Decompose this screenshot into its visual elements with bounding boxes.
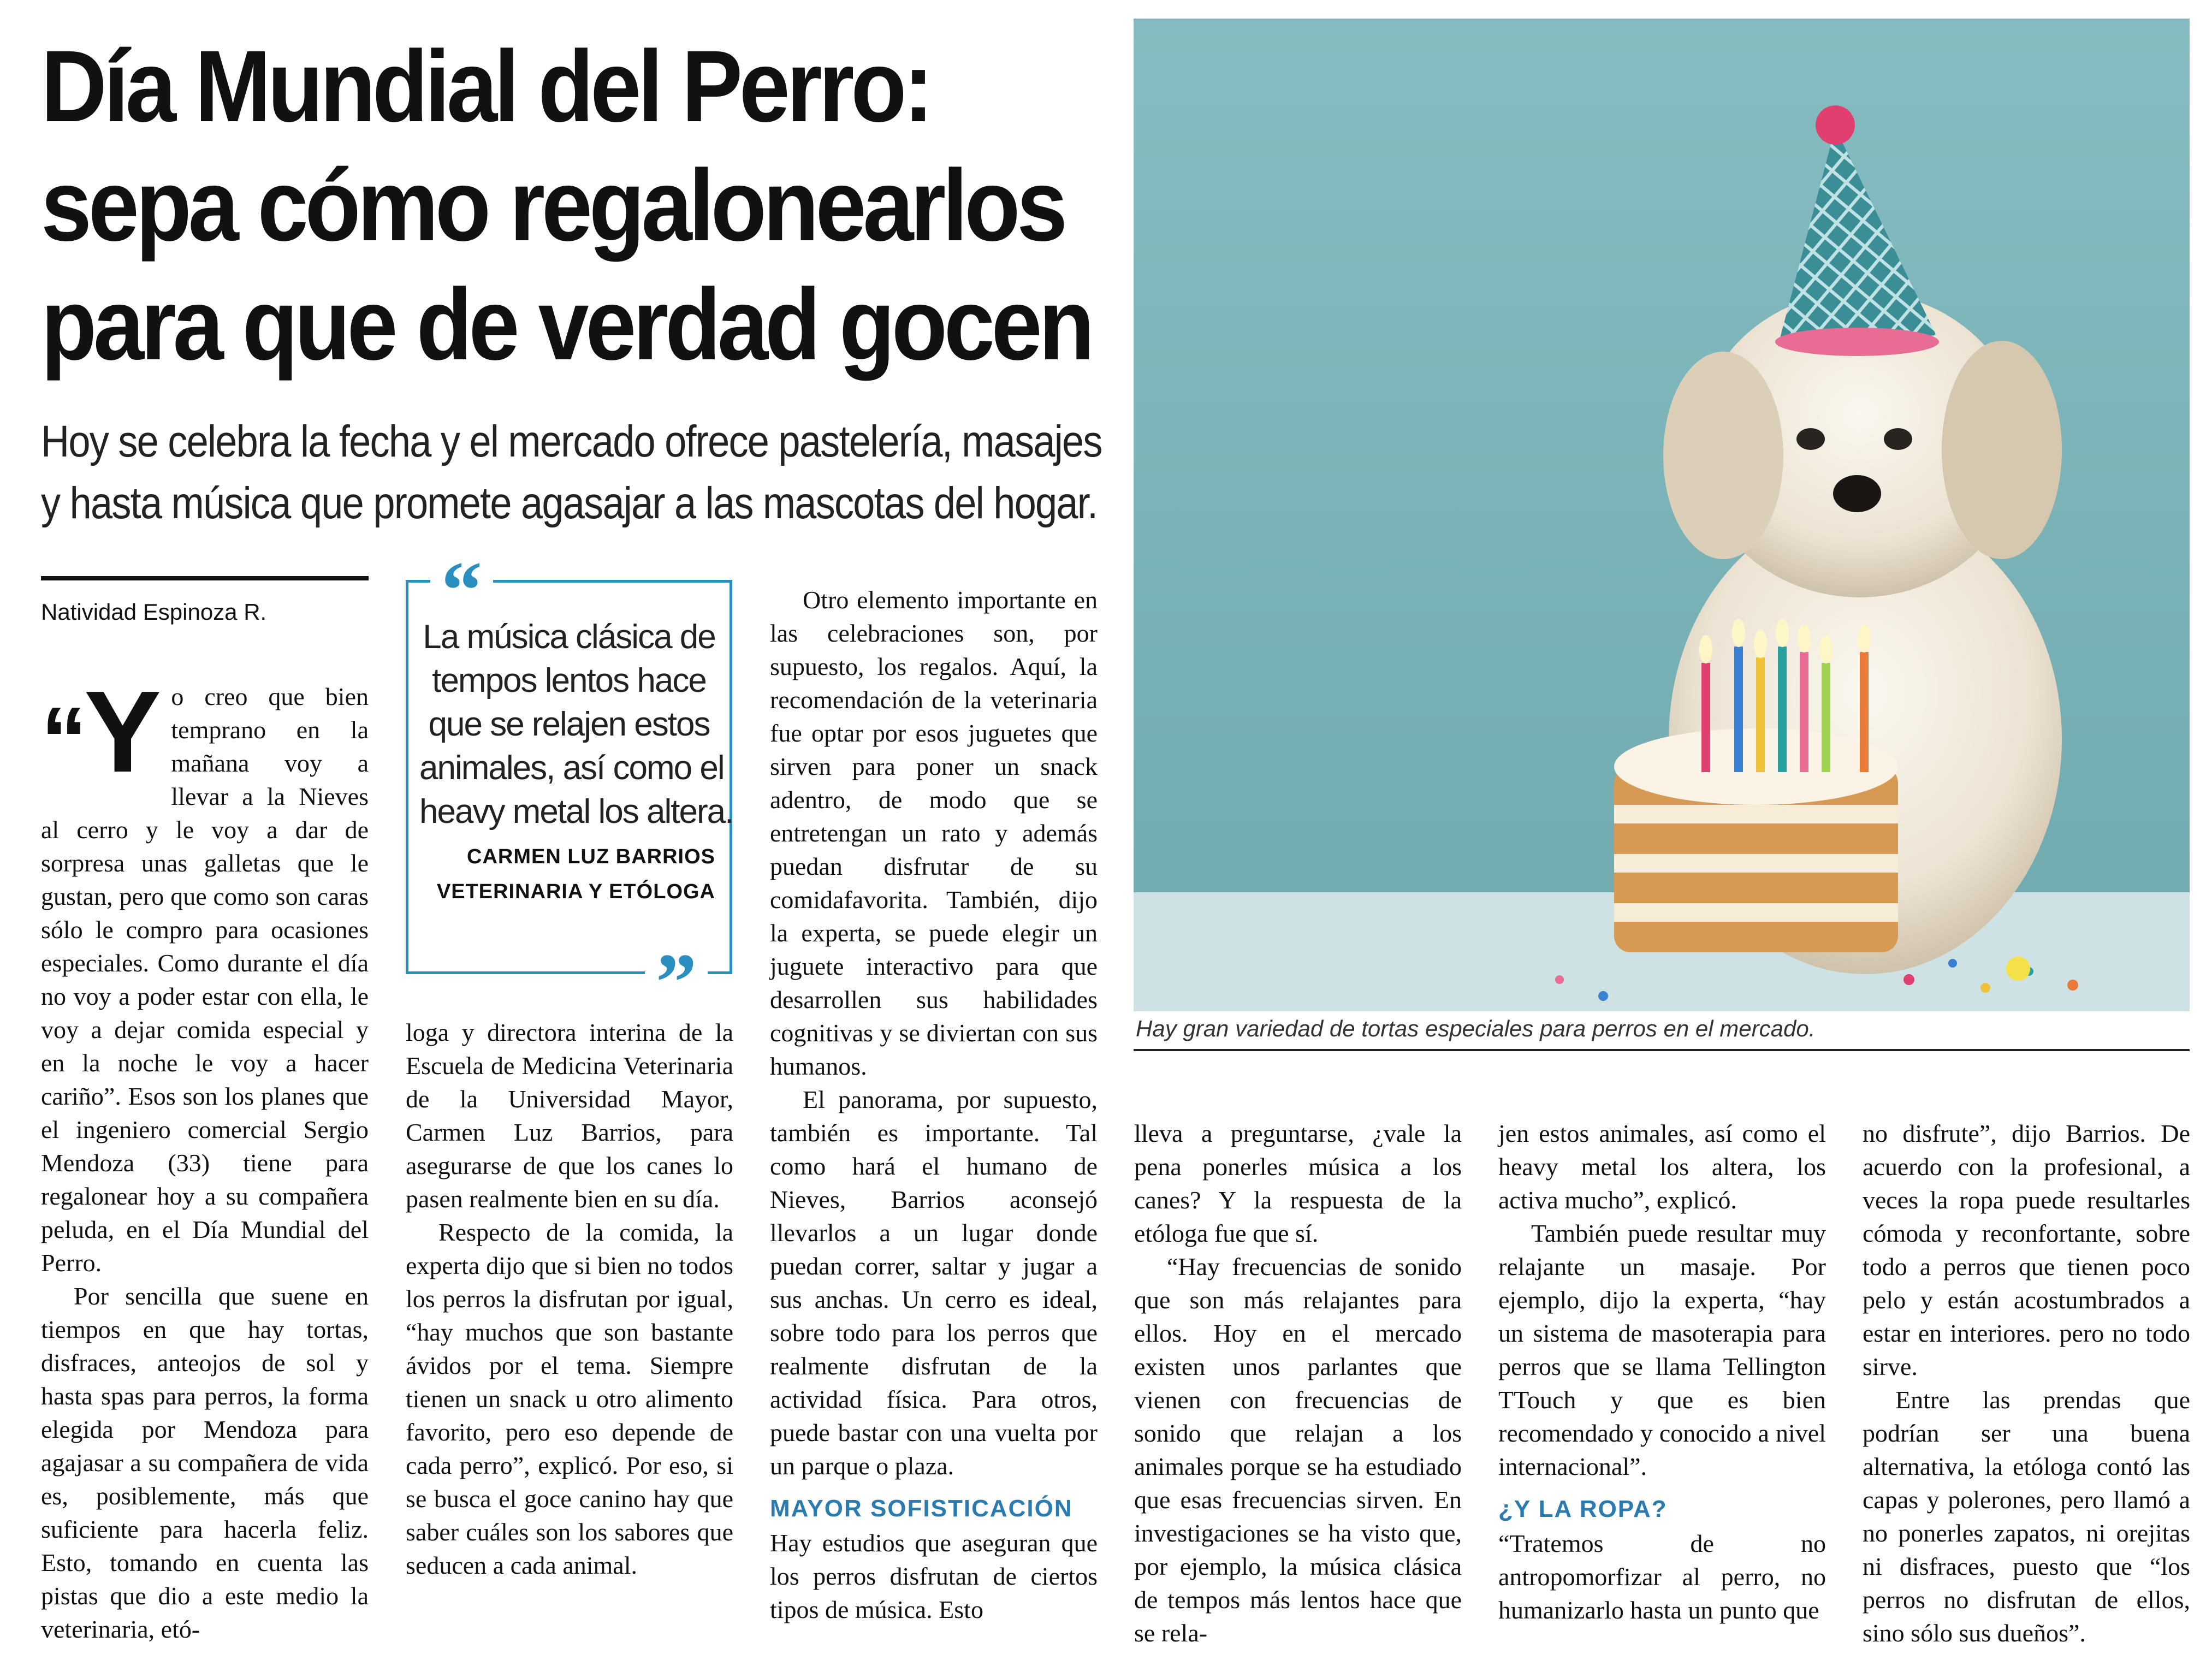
photo-caption: Hay gran variedad de tortas especiales para perros en el mercado. [1136,1016,1816,1041]
paragraph: Otro elemento importante en las celebraciones son, por supuesto, los regalos. Aquí, la recomendación de la veterinaria fue optar por esos juguetes que sirven para poner un snack adentro, de modo que se entretengan un rato y además puedan disfrutar de su comidafavorita. También, dijo la experta, se puede elegir un juguete interactivo para que desarrollen sus habilidades cognitivas y se diviertan con sus humanos. [770,586,1098,1080]
drop-cap: “Y [41,667,162,796]
pull-quote-name: CARMEN LUZ BARRIOS [467,845,715,868]
caption-rule [1134,1049,2190,1051]
byline: Natividad Espinoza R. [41,599,267,625]
paragraph: loga y directora interina de la Escuela de Medicina Veterinaria de la Universidad Mayor, Carmen Luz Barrios, para asegurarse de que los canes lo pasen realmente bien en su día. [406,1018,733,1213]
dog-left-eye [1796,428,1825,450]
pull-quote [406,545,733,1028]
paragraph: También puede resultar muy relajante un masaje. Por ejemplo, dijo la experta, “hay un sistema de masoterapia para perros que se llama Tellington TTouch y que es bien recomendado y conocido a nivel internacional”. [1498,1219,1826,1480]
article-column-3 [770,583,1098,1626]
dog-right-ear [1942,341,2062,559]
dog-birthday-photo [1134,19,2190,1011]
dek-line-1: Hoy se celebra la fecha y el mercado ofrece pastelería, masajes [41,417,1102,466]
photo-illustration [1134,19,2190,1011]
hat-pompom [1816,105,1855,145]
paragraph: “Hay frecuencias de sonido que son más relajantes para ellos. Hoy en el mercado existen unos parlantes que vienen con frecuencias de sonido que relajan a los animales porque se ha estudiado que esas frecuencias sirven. En investigaciones se ha visto que, por ejemplo, la música clásica de tempos más lentos hace que se rela- [1134,1253,1462,1647]
hat-trim [1775,328,1939,356]
dog-right-eye [1884,428,1912,450]
paragraph: jen estos animales, así como el heavy metal los altera, los activa mucho”, explicó. [1498,1119,1826,1214]
close-quote-icon: ” [645,950,708,1015]
dek [41,411,1102,534]
paragraph: no disfrute”, dijo Barrios. De acuerdo con la profesional, a veces la ropa puede resultarles cómoda y reconfortante, sobre todo a perros que tienen poco pelo y están acostumbrados a estar en interiores. pero no todo sirve. [1863,1119,2190,1380]
article-column-2 [406,1016,733,1582]
dek-line-2: y hasta música que promete agasajar a las mascotas del hogar. [41,478,1098,528]
paragraph: Respecto de la comida, la experta dijo que si bien no todos los perros la disfrutan por igual, “hay muchos que son bastante ávidos por el tema. Siempre tienen un snack u otro alimento favorito, pero eso depende de cada perro”, explicó. Por eso, si se busca el goce canino hay que saber cuáles son los sabores que seducen a cada animal. [406,1218,733,1579]
paragraph: Entre las prendas que podrían ser una buena alternativa, la etóloga contó las capas y polerones, pero llamó a no ponerles zapatos, ni orejitas ni disfraces, puesto que “los perros no disfrutan de ellos, sino sólo sus dueños”. [1863,1386,2190,1647]
byline-rule [41,576,369,580]
pull-quote-role: VETERINARIA Y ETÓLOGA [436,880,715,903]
dog-left-ear [1663,352,1783,559]
headline-line-2: sepa cómo regalonearlos [41,149,1064,262]
article-column-4 [1134,1117,1462,1650]
paragraph: Hay estudios que aseguran que los perros disfrutan de ciertos tipos de música. Esto [770,1529,1098,1623]
paragraph: Por sencilla que suene en tiempos en que hay tortas, disfraces, anteojos de sol y hasta spas para perros, la forma elegida por Mendoza para agajasar a su compañera de vida es, posiblemente, más que suficiente para hacerla feliz. Esto, tomando en cuenta las pistas que dio a este medio la veterinaria, etó- [41,1282,369,1643]
pull-quote-text: La música clásica de tempos lentos hace que se relajen estos animales, así como el heavy metal los altera. [419,618,733,831]
subhead-y-la-ropa: ¿Y LA ROPA? [1498,1496,1668,1522]
paragraph: “Tratemos de no antropomorfizar al perro, no humanizarlo hasta un punto que [1498,1529,1826,1624]
pull-quote-attribution [437,839,715,909]
article-column-6 [1863,1117,2190,1650]
headline [41,27,1092,384]
open-quote-icon: “ [430,558,493,623]
subhead-mayor-sofisticacion: MAYOR SOFISTICACIÓN [770,1495,1073,1522]
paragraph: lleva a preguntarse, ¿vale la pena ponerles música a los canes? Y la respuesta de la etóloga fue que sí. [1134,1119,1462,1247]
dog-nose [1833,475,1881,512]
headline-line-3: para que de verdad gocen [41,268,1092,381]
headline-line-1: Día Mundial del Perro: [41,30,930,143]
paragraph: “Y o creo que bien temprano en la mañana voy a llevar a la Nieves al cerro y le voy a dar de sorpresa unas galletas que le gustan, pero que como son caras sólo le compro para ocasiones especiales. Como durante el día no voy a poder estar con ella, le voy a dejar comida especial y en la noche le voy a hacer cariño”. Esos son los planes que el ingeniero comercial Sergio Mendoza (33) tiene para regalonear hoy a su compañera peluda, en el Día Mundial del Perro. [41,667,369,1277]
article-column-5 [1498,1117,1826,1627]
article-column-1 [41,667,369,1646]
paragraph: El panorama, por supuesto, también es importante. Tal como hará el humano de Nieves, Barrios aconsejó llevarlos a un lugar donde puedan correr, saltar y jugar a sus anchas. Un cerro es ideal, sobre todo para los perros que realmente disfrutan de la actividad física. Para otros, puede bastar con una vuelta por un parque o plaza. [770,1086,1098,1480]
